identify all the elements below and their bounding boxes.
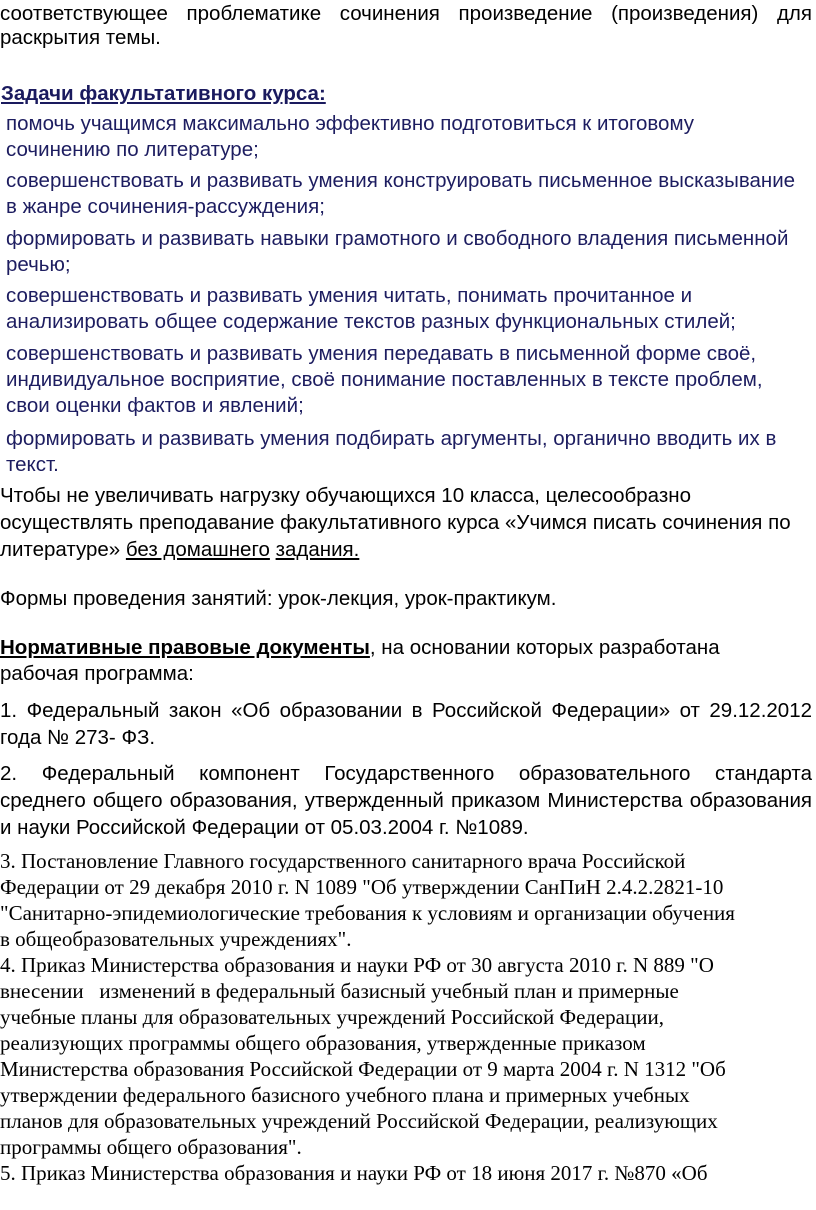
task-item <box>6 226 788 278</box>
document-line: реализующих программы общего образования, утвержденные приказом <box>0 1031 646 1055</box>
task-line: формировать и развивать навыки грамотного и свободного владения письменной <box>6 227 789 250</box>
task-line: в жанре сочинения-рассуждения; <box>6 195 325 218</box>
task-item <box>6 283 736 335</box>
task-line: помочь учащимся максимально эффективно подготовиться к итоговому <box>6 112 695 135</box>
document-line: программы общего образования". <box>0 1135 302 1159</box>
task-line: совершенствовать и развивать умения передавать в письменной форме своё, <box>6 342 757 365</box>
document-line: Федерации от 29 декабря 2010 г. N 1089 "Об утверждении СанПиН 2.4.2.2821-10 <box>0 875 724 899</box>
task-line: анализировать общее содержание текстов разных функциональных стилей; <box>6 310 736 333</box>
workload-line <box>0 536 791 563</box>
intro-paragraph <box>0 2 812 50</box>
document-line: среднего общего образования, утвержденный приказом Министерства образования <box>0 789 812 812</box>
document-item <box>0 1160 708 1186</box>
intro-line: соответствующее проблематике сочинения произведение (произведения) для <box>0 2 812 25</box>
workload-text: литературе» <box>0 538 126 561</box>
task-line: индивидуальное восприятие, своё понимание поставленных в тексте проблем, <box>6 368 763 391</box>
document-line: 3. Постановление Главного государственного санитарного врача Российской <box>0 849 686 873</box>
task-line: свои оценки фактов и явлений; <box>6 394 304 417</box>
task-line: текст. <box>6 453 59 476</box>
task-line: формировать и развивать умения подбирать аргументы, органично вводить их в <box>6 427 777 450</box>
documents-heading-line2: рабочая программа: <box>0 662 194 685</box>
document-line: внесении изменений в федеральный базисный учебный план и примерные <box>0 979 679 1003</box>
document-line: Министерства образования Российской Федерации от 9 марта 2004 г. N 1312 "Об <box>0 1057 726 1081</box>
task-line: совершенствовать и развивать умения конструировать письменное высказывание <box>6 169 796 192</box>
document-line: года № 273- ФЗ. <box>0 726 156 749</box>
tasks-heading: Задачи факультативного курса: <box>1 82 326 105</box>
task-item <box>6 111 694 163</box>
workload-paragraph <box>0 482 791 563</box>
document-line: "Санитарно-эпидемиологические требования к условиям и организации обучения <box>0 901 735 925</box>
document-line: 1. Федеральный закон «Об образовании в Российской Федерации» от 29.12.2012 <box>0 699 812 722</box>
task-line: совершенствовать и развивать умения читать, понимать прочитанное и <box>6 284 693 307</box>
document-item <box>0 952 726 1160</box>
workload-line: осуществлять преподавание факультативного курса «Учимся писать сочинения по <box>0 511 791 534</box>
document-line: 2. Федеральный компонент Государственного образовательного стандарта <box>0 762 812 785</box>
lesson-forms: Формы проведения занятий: урок-лекция, урок-практикум. <box>0 587 557 610</box>
documents-heading <box>0 635 720 687</box>
document-item <box>0 697 812 751</box>
document-line: утверждении федерального базисного учебного плана и примерных учебных <box>0 1083 690 1107</box>
task-item <box>6 168 795 220</box>
document-line: и науки Российской Федерации от 05.03.2004 г. №1089. <box>0 816 529 839</box>
task-item <box>6 426 776 478</box>
no-homework-text: без домашнего <box>125 538 270 561</box>
document-line: в общеобразовательных учреждениях". <box>0 927 352 951</box>
task-item <box>6 341 763 419</box>
documents-heading-rest: , на основании которых разработана <box>369 636 720 659</box>
document-item <box>0 760 812 841</box>
document-line: 4. Приказ Министерства образования и науки РФ от 30 августа 2010 г. N 889 "О <box>0 953 714 977</box>
intro-line: раскрытия темы. <box>0 26 161 49</box>
document-item <box>0 848 735 952</box>
document-line: 5. Приказ Министерства образования и науки РФ от 18 июня 2017 г. №870 «Об <box>0 1161 708 1185</box>
document-line: учебные планы для образовательных учреждений Российской Федерации, <box>0 1005 664 1029</box>
documents-heading-line <box>0 635 720 661</box>
assignment-text: задания. <box>275 538 360 561</box>
documents-heading-bold: Нормативные правовые документы <box>0 636 370 659</box>
task-line: сочинению по литературе; <box>6 138 259 161</box>
task-line: речью; <box>6 253 71 276</box>
workload-line: Чтобы не увеличивать нагрузку обучающихся 10 класса, целесообразно <box>0 484 691 507</box>
document-line: планов для образовательных учреждений Российской Федерации, реализующих <box>0 1109 718 1133</box>
